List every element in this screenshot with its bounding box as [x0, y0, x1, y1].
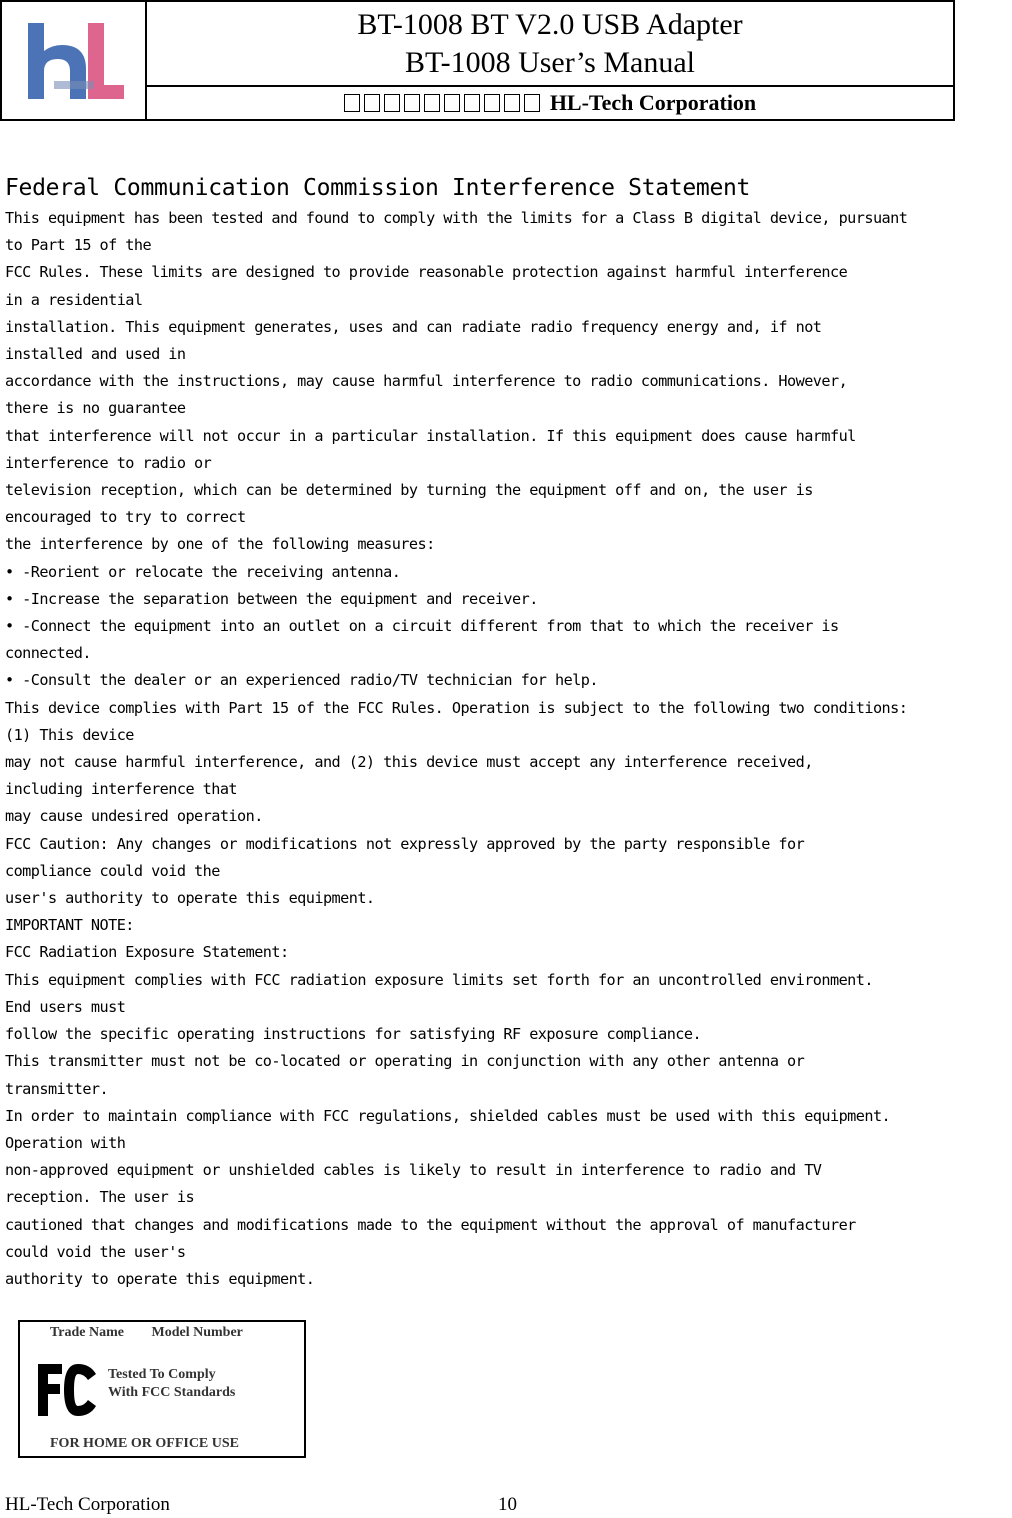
text-line: encouraged to try to correct	[5, 508, 246, 527]
text-line: accordance with the instructions, may cause harmful interference to radio communications. However,	[5, 372, 848, 391]
text-line: in a residential	[5, 290, 143, 309]
tested-line-2: With FCC Standards	[108, 1385, 236, 1400]
text-line: there is no guarantee	[5, 399, 186, 418]
text-line: may cause undesired operation.	[5, 807, 263, 826]
text-line: FCC Rules. These limits are designed to provide reasonable protection against harmful interference	[5, 263, 848, 282]
corporation-row	[147, 87, 953, 119]
bullet-item: • -Connect the equipment into an outlet on a circuit different from that to which the receiver is	[5, 617, 839, 636]
text-line: reception. The user is	[5, 1188, 195, 1207]
section-heading: Federal Communication Commission Interference Statement	[5, 175, 751, 201]
text-line: IMPORTANT NOTE:	[5, 916, 134, 935]
text-line: authority to operate this equipment.	[5, 1269, 315, 1288]
footer-company: HL-Tech Corporation	[5, 1494, 170, 1515]
text-line: This transmitter must not be co-located or operating in conjunction with any other antenna or	[5, 1052, 805, 1071]
text-line: non-approved equipment or unshielded cables is likely to result in interference to radio and TV	[5, 1161, 822, 1180]
hl-logo-icon	[14, 11, 134, 111]
text-line: connected.	[5, 644, 91, 663]
model-number-label: Model Number	[151, 1325, 243, 1340]
text-line: transmitter.	[5, 1079, 109, 1098]
text-line: This device complies with Part 15 of the FCC Rules. Operation is subject to the following two conditions:	[5, 698, 908, 717]
page-number: 10	[498, 1494, 517, 1515]
text-line: FCC Radiation Exposure Statement:	[5, 943, 289, 962]
tested-statement	[108, 1366, 235, 1402]
text-line: that interference will not occur in a particular installation. If this equipment does cause harmful	[5, 426, 856, 445]
text-line: cautioned that changes and modifications made to the equipment without the approval of manufacturer	[5, 1215, 856, 1234]
manual-subtitle: BT-1008 User’s Manual	[405, 46, 695, 79]
text-line: follow the specific operating instructions for satisfying RF exposure compliance.	[5, 1025, 702, 1044]
company-logo	[2, 2, 147, 119]
bullet-item: • -Reorient or relocate the receiving antenna.	[5, 562, 401, 581]
text-line: Operation with	[5, 1133, 126, 1152]
text-line: television reception, which can be determined by turning the equipment off and on, the user is	[5, 481, 813, 500]
text-line: user's authority to operate this equipment.	[5, 889, 375, 908]
bullet-item: • -Increase the separation between the equipment and receiver.	[5, 589, 538, 608]
text-line: to Part 15 of the	[5, 236, 152, 255]
fcc-compliance-label	[18, 1320, 306, 1458]
text-line: including interference that	[5, 780, 238, 799]
bullet-item: • -Consult the dealer or an experienced radio/TV technician for help.	[5, 671, 598, 690]
text-line: installation. This equipment generates, uses and can radiate radio frequency energy and, if not	[5, 317, 822, 336]
trade-name-label: Trade Name	[50, 1325, 124, 1340]
cjk-placeholder-glyphs	[344, 94, 540, 112]
text-line: the interference by one of the following measures:	[5, 535, 435, 554]
text-line: In order to maintain compliance with FCC regulations, shielded cables must be used with this equipment.	[5, 1106, 891, 1125]
document-header	[0, 0, 955, 121]
text-line: may not cause harmful interference, and (2) this device must accept any interference received,	[5, 753, 813, 772]
text-line: could void the user's	[5, 1242, 186, 1261]
manual-title	[147, 2, 953, 87]
statement-body	[5, 205, 1010, 1293]
tested-line-1: Tested To Comply	[108, 1367, 216, 1382]
text-line: FCC Caution: Any changes or modifications not expressly approved by the party responsible for	[5, 834, 805, 853]
text-line: This equipment has been tested and found to comply with the limits for a Class B digital device, pursuant	[5, 209, 908, 227]
product-title: BT-1008 BT V2.0 USB Adapter	[357, 8, 743, 41]
text-line: installed and used in	[5, 345, 186, 364]
text-line: compliance could void the	[5, 861, 220, 880]
text-line: End users must	[5, 997, 126, 1016]
text-line: This equipment complies with FCC radiation exposure limits set forth for an uncontrolled environment.	[5, 970, 873, 989]
fcc-logo-icon	[34, 1360, 100, 1420]
home-office-use-text: FOR HOME OR OFFICE USE	[50, 1436, 240, 1451]
corporation-name: HL-Tech Corporation	[549, 90, 757, 115]
text-line: (1) This device	[5, 725, 134, 744]
text-line: interference to radio or	[5, 453, 212, 472]
label-header-row	[50, 1325, 267, 1341]
